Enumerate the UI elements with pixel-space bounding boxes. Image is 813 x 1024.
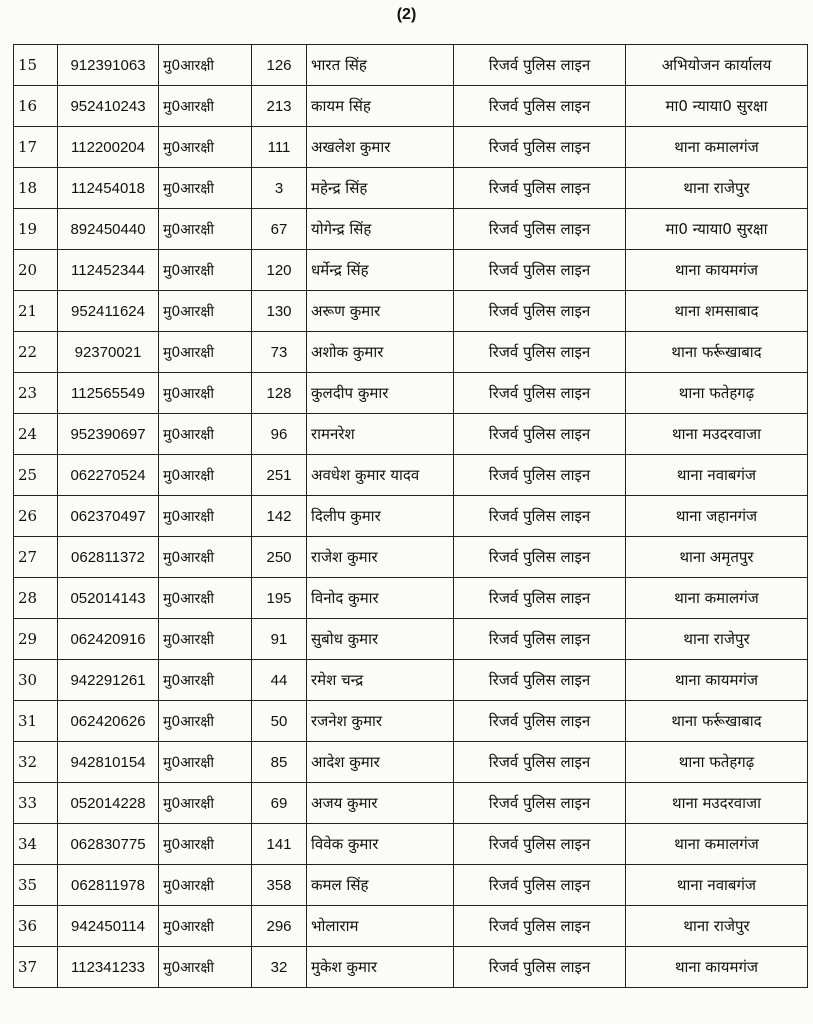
table-row [14,250,808,291]
name-cell: सुबोध कुमार [307,619,454,660]
constable-number-cell: 142 [252,496,307,537]
new-posting-cell: थाना कायमगंज [626,250,808,291]
table-row [14,701,808,742]
name-cell: योगेन्द्र सिंह [307,209,454,250]
serial-number-cell: 33 [14,783,58,824]
new-posting-cell: थाना राजेपुर [626,168,808,209]
current-posting-cell: रिजर्व पुलिस लाइन [454,783,626,824]
new-posting-cell: थाना अमृतपुर [626,537,808,578]
rank-cell: मु0आरक्षी [159,250,252,291]
new-posting-cell: मा0 न्याया0 सुरक्षा [626,86,808,127]
pno-cell: 052014228 [58,783,159,824]
current-posting-cell: रिजर्व पुलिस लाइन [454,537,626,578]
new-posting-cell: थाना मउदरवाजा [626,783,808,824]
pno-cell: 952390697 [58,414,159,455]
constable-number-cell: 67 [252,209,307,250]
name-cell: भोलाराम [307,906,454,947]
constable-number-cell: 50 [252,701,307,742]
name-cell: रजनेश कुमार [307,701,454,742]
constable-number-cell: 73 [252,332,307,373]
name-cell: अजय कुमार [307,783,454,824]
current-posting-cell: रिजर्व पुलिस लाइन [454,291,626,332]
new-posting-cell: थाना कायमगंज [626,947,808,988]
name-cell: विवेक कुमार [307,824,454,865]
pno-cell: 112341233 [58,947,159,988]
pno-cell: 062811978 [58,865,159,906]
rank-cell: मु0आरक्षी [159,127,252,168]
table-row [14,414,808,455]
constable-number-cell: 120 [252,250,307,291]
table-row [14,45,808,86]
constable-number-cell: 251 [252,455,307,496]
rank-cell: मु0आरक्षी [159,947,252,988]
constable-number-cell: 130 [252,291,307,332]
name-cell: महेन्द्र सिंह [307,168,454,209]
rank-cell: मु0आरक्षी [159,45,252,86]
constable-number-cell: 358 [252,865,307,906]
pno-cell: 112452344 [58,250,159,291]
pno-cell: 062370497 [58,496,159,537]
table-row [14,824,808,865]
rank-cell: मु0आरक्षी [159,619,252,660]
rank-cell: मु0आरक्षी [159,701,252,742]
new-posting-cell: थाना जहानगंज [626,496,808,537]
current-posting-cell: रिजर्व पुलिस लाइन [454,496,626,537]
constable-number-cell: 141 [252,824,307,865]
current-posting-cell: रिजर्व पुलिस लाइन [454,250,626,291]
serial-number-cell: 30 [14,660,58,701]
serial-number-cell: 19 [14,209,58,250]
table-row [14,660,808,701]
new-posting-cell: थाना फर्रूखाबाद [626,701,808,742]
name-cell: आदेश कुमार [307,742,454,783]
current-posting-cell: रिजर्व पुलिस लाइन [454,455,626,496]
name-cell: कुलदीप कुमार [307,373,454,414]
serial-number-cell: 20 [14,250,58,291]
current-posting-cell: रिजर्व पुलिस लाइन [454,332,626,373]
rank-cell: मु0आरक्षी [159,86,252,127]
new-posting-cell: थाना फतेहगढ़ [626,373,808,414]
table-body [14,45,808,988]
current-posting-cell: रिजर्व पुलिस लाइन [454,578,626,619]
serial-number-cell: 34 [14,824,58,865]
rank-cell: मु0आरक्षी [159,291,252,332]
new-posting-cell: थाना मउदरवाजा [626,414,808,455]
current-posting-cell: रिजर्व पुलिस लाइन [454,701,626,742]
constable-number-cell: 44 [252,660,307,701]
table-row [14,127,808,168]
rank-cell: मु0आरक्षी [159,783,252,824]
current-posting-cell: रिजर्व पुलिस लाइन [454,168,626,209]
constable-number-cell: 250 [252,537,307,578]
table-row [14,291,808,332]
current-posting-cell: रिजर्व पुलिस लाइन [454,86,626,127]
constable-number-cell: 69 [252,783,307,824]
rank-cell: मु0आरक्षी [159,742,252,783]
current-posting-cell: रिजर्व पुलिस लाइन [454,824,626,865]
rank-cell: मु0आरक्षी [159,578,252,619]
pno-cell: 062811372 [58,537,159,578]
pno-cell: 062420916 [58,619,159,660]
current-posting-cell: रिजर्व पुलिस लाइन [454,414,626,455]
current-posting-cell: रिजर्व पुलिस लाइन [454,209,626,250]
name-cell: दिलीप कुमार [307,496,454,537]
name-cell: अखलेश कुमार [307,127,454,168]
rank-cell: मु0आरक्षी [159,209,252,250]
rank-cell: मु0आरक्षी [159,906,252,947]
name-cell: रामनरेश [307,414,454,455]
new-posting-cell: थाना राजेपुर [626,906,808,947]
rank-cell: मु0आरक्षी [159,537,252,578]
rank-cell: मु0आरक्षी [159,414,252,455]
table-row [14,496,808,537]
constable-number-cell: 213 [252,86,307,127]
serial-number-cell: 37 [14,947,58,988]
serial-number-cell: 21 [14,291,58,332]
new-posting-cell: थाना कमालगंज [626,578,808,619]
table-row [14,742,808,783]
new-posting-cell: थाना कमालगंज [626,127,808,168]
current-posting-cell: रिजर्व पुलिस लाइन [454,619,626,660]
serial-number-cell: 26 [14,496,58,537]
name-cell: रमेश चन्द्र [307,660,454,701]
table-row [14,332,808,373]
pno-cell: 062270524 [58,455,159,496]
table-row [14,537,808,578]
current-posting-cell: रिजर्व पुलिस लाइन [454,906,626,947]
serial-number-cell: 24 [14,414,58,455]
rank-cell: मु0आरक्षी [159,824,252,865]
rank-cell: मु0आरक्षी [159,496,252,537]
current-posting-cell: रिजर्व पुलिस लाइन [454,127,626,168]
serial-number-cell: 31 [14,701,58,742]
table-row [14,86,808,127]
new-posting-cell: थाना नवाबगंज [626,865,808,906]
serial-number-cell: 16 [14,86,58,127]
constable-number-cell: 128 [252,373,307,414]
constable-number-cell: 111 [252,127,307,168]
pno-cell: 892450440 [58,209,159,250]
table-row [14,906,808,947]
serial-number-cell: 36 [14,906,58,947]
table-row [14,619,808,660]
current-posting-cell: रिजर्व पुलिस लाइन [454,742,626,783]
rank-cell: मु0आरक्षी [159,455,252,496]
pno-cell: 952411624 [58,291,159,332]
name-cell: अवधेश कुमार यादव [307,455,454,496]
serial-number-cell: 27 [14,537,58,578]
new-posting-cell: थाना शमसाबाद [626,291,808,332]
constable-number-cell: 96 [252,414,307,455]
name-cell: भारत सिंह [307,45,454,86]
name-cell: अरूण कुमार [307,291,454,332]
name-cell: विनोद कुमार [307,578,454,619]
constable-number-cell: 91 [252,619,307,660]
name-cell: कमल सिंह [307,865,454,906]
serial-number-cell: 25 [14,455,58,496]
pno-cell: 112565549 [58,373,159,414]
serial-number-cell: 15 [14,45,58,86]
constable-number-cell: 126 [252,45,307,86]
new-posting-cell: थाना राजेपुर [626,619,808,660]
serial-number-cell: 18 [14,168,58,209]
pno-cell: 952410243 [58,86,159,127]
rank-cell: मु0आरक्षी [159,332,252,373]
serial-number-cell: 23 [14,373,58,414]
current-posting-cell: रिजर्व पुलिस लाइन [454,45,626,86]
name-cell: राजेश कुमार [307,537,454,578]
new-posting-cell: थाना फतेहगढ़ [626,742,808,783]
pno-cell: 052014143 [58,578,159,619]
pno-cell: 062420626 [58,701,159,742]
table-row [14,865,808,906]
constable-number-cell: 296 [252,906,307,947]
table-row [14,209,808,250]
pno-cell: 112200204 [58,127,159,168]
pno-cell: 062830775 [58,824,159,865]
serial-number-cell: 28 [14,578,58,619]
constable-number-cell: 32 [252,947,307,988]
new-posting-cell: मा0 न्याया0 सुरक्षा [626,209,808,250]
current-posting-cell: रिजर्व पुलिस लाइन [454,660,626,701]
name-cell: अशोक कुमार [307,332,454,373]
serial-number-cell: 22 [14,332,58,373]
constable-number-cell: 85 [252,742,307,783]
new-posting-cell: थाना कायमगंज [626,660,808,701]
table-row [14,947,808,988]
serial-number-cell: 32 [14,742,58,783]
rank-cell: मु0आरक्षी [159,168,252,209]
name-cell: मुकेश कुमार [307,947,454,988]
new-posting-cell: थाना कमालगंज [626,824,808,865]
table-row [14,455,808,496]
serial-number-cell: 35 [14,865,58,906]
current-posting-cell: रिजर्व पुलिस लाइन [454,373,626,414]
name-cell: कायम सिंह [307,86,454,127]
rank-cell: मु0आरक्षी [159,865,252,906]
pno-cell: 942450114 [58,906,159,947]
serial-number-cell: 29 [14,619,58,660]
table-row [14,578,808,619]
name-cell: धर्मेन्द्र सिंह [307,250,454,291]
constable-number-cell: 3 [252,168,307,209]
table-row [14,168,808,209]
personnel-transfer-table [13,44,808,988]
pno-cell: 942291261 [58,660,159,701]
new-posting-cell: थाना फर्रूखाबाद [626,332,808,373]
pno-cell: 912391063 [58,45,159,86]
new-posting-cell: थाना नवाबगंज [626,455,808,496]
rank-cell: मु0आरक्षी [159,660,252,701]
table-row [14,373,808,414]
pno-cell: 112454018 [58,168,159,209]
pno-cell: 942810154 [58,742,159,783]
constable-number-cell: 195 [252,578,307,619]
rank-cell: मु0आरक्षी [159,373,252,414]
new-posting-cell: अभियोजन कार्यालय [626,45,808,86]
table-row [14,783,808,824]
page-number: (2) [396,6,417,23]
pno-cell: 92370021 [58,332,159,373]
current-posting-cell: रिजर्व पुलिस लाइन [454,947,626,988]
current-posting-cell: रिजर्व पुलिस लाइन [454,865,626,906]
serial-number-cell: 17 [14,127,58,168]
